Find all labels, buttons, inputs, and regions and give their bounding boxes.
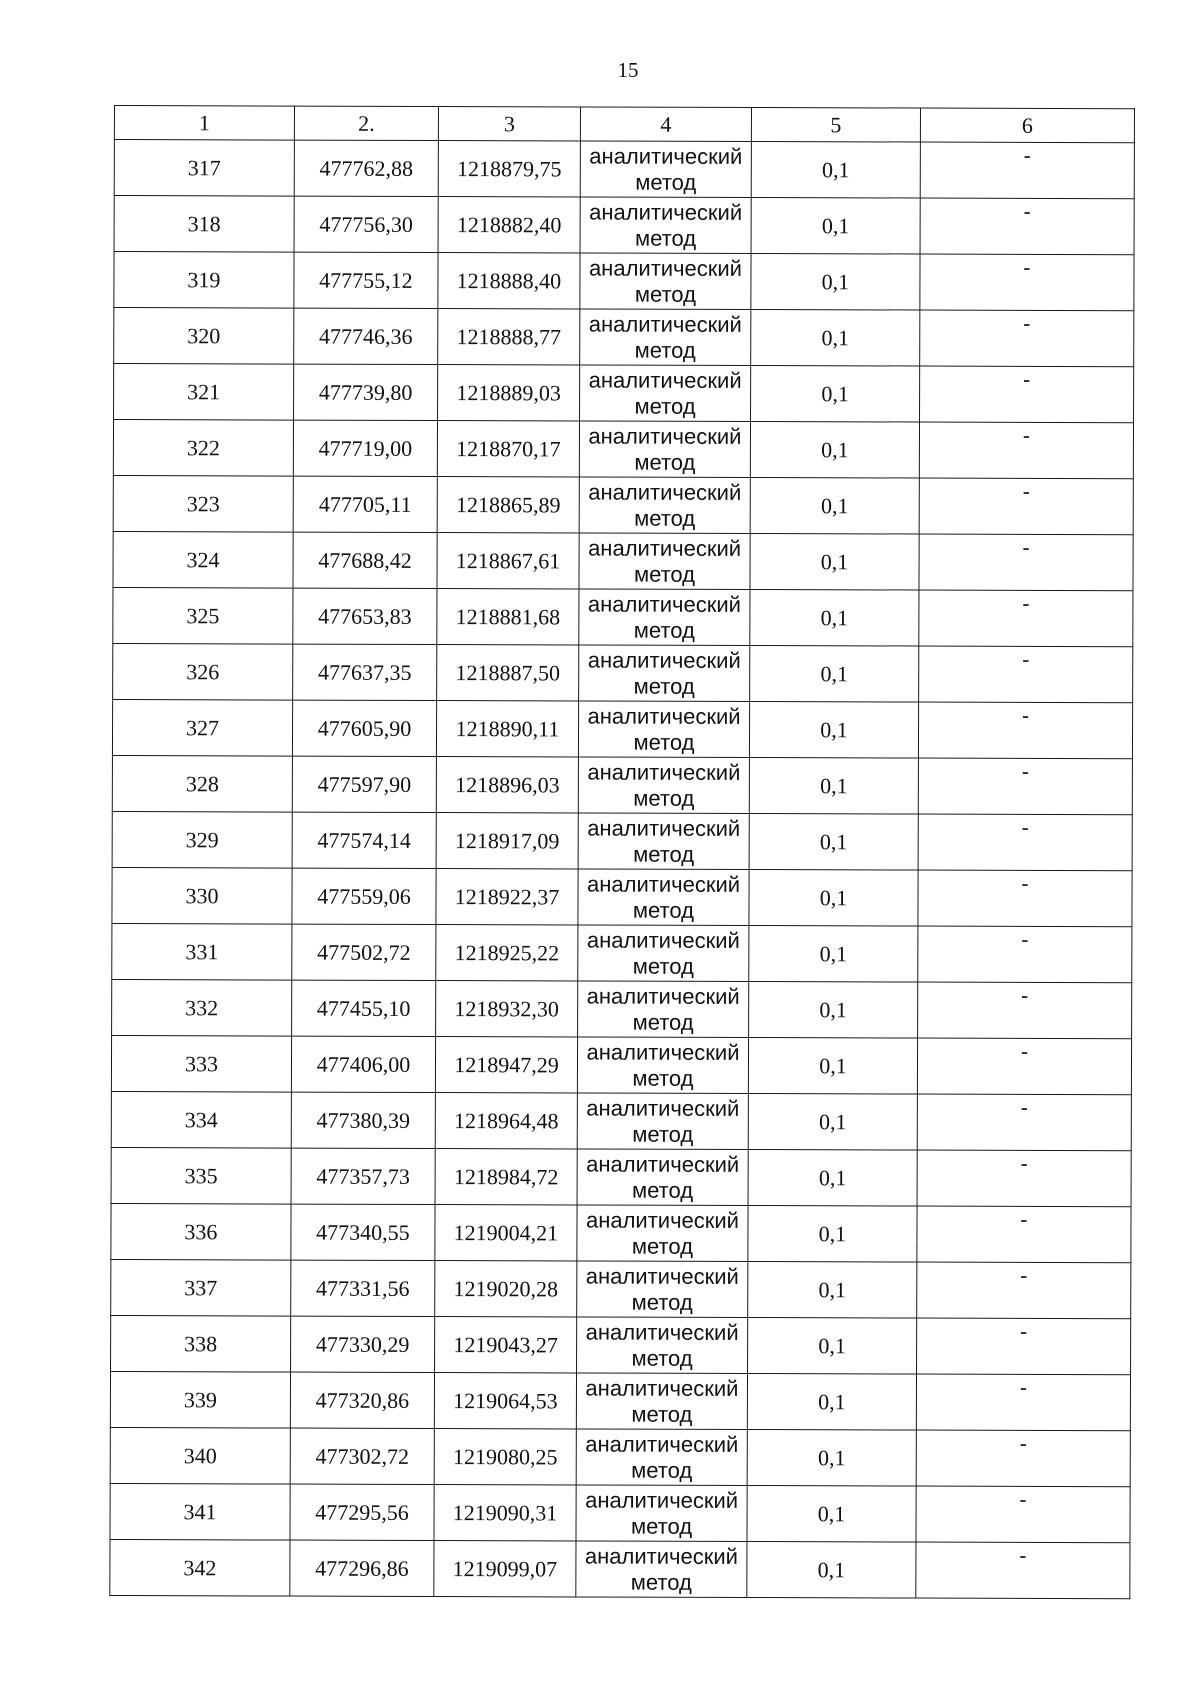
- method-cell: [579, 589, 750, 646]
- table-row: [110, 1539, 1130, 1598]
- note-cell: -: [918, 926, 1132, 983]
- y-coordinate-cell: 1218917,09: [436, 813, 578, 869]
- x-coordinate-cell: 477296,86: [290, 1540, 434, 1596]
- note-cell: -: [917, 1150, 1131, 1207]
- note-cell: -: [919, 646, 1133, 703]
- method-text-line-1: аналитический: [586, 1094, 740, 1121]
- accuracy-cell: 0,1: [750, 478, 919, 535]
- method-cell: [576, 1485, 747, 1542]
- method-text-line-2: метод: [630, 1569, 692, 1595]
- accuracy-cell: 0,1: [750, 534, 919, 591]
- method-text-line-2: метод: [633, 785, 695, 811]
- method-text-line-2: метод: [630, 1513, 693, 1539]
- table-row: [114, 308, 1134, 367]
- method-text-line-1: аналитический: [585, 1374, 739, 1401]
- x-coordinate-cell: 477605,90: [292, 700, 436, 756]
- accuracy-cell: 0,1: [749, 701, 918, 758]
- note-cell: -: [920, 142, 1134, 199]
- method-text-line-1: аналитический: [587, 870, 741, 897]
- table-row: [112, 811, 1132, 870]
- point-number-cell: 321: [114, 364, 294, 421]
- y-coordinate-cell: 1218964,48: [435, 1093, 577, 1149]
- y-coordinate-cell: 1219090,31: [434, 1485, 576, 1541]
- method-text-line-2: метод: [634, 505, 696, 531]
- method-text-line-2: метод: [631, 1401, 693, 1427]
- accuracy-cell: 0,1: [750, 590, 919, 647]
- point-number-cell: 337: [111, 1259, 291, 1316]
- method-text-line-2: метод: [634, 337, 696, 363]
- table-row: [113, 475, 1133, 534]
- note-cell: -: [916, 1486, 1130, 1543]
- x-coordinate-cell: 477380,39: [291, 1092, 435, 1148]
- point-number-cell: 331: [112, 923, 292, 980]
- note-cell: -: [918, 982, 1132, 1039]
- x-coordinate-cell: 477357,73: [291, 1148, 435, 1204]
- point-number-cell: 328: [112, 755, 292, 812]
- note-cell: -: [919, 534, 1133, 591]
- method-cell: [577, 1037, 748, 1094]
- method-text-line-2: метод: [631, 1289, 693, 1315]
- x-coordinate-cell: 477502,72: [292, 924, 436, 980]
- table-row: [113, 643, 1133, 702]
- x-coordinate-cell: 477755,12: [294, 252, 438, 308]
- column-header: 4: [580, 107, 751, 142]
- note-cell: -: [916, 1374, 1130, 1431]
- x-coordinate-cell: 477574,14: [292, 812, 436, 868]
- x-coordinate-cell: 477330,29: [291, 1316, 435, 1372]
- method-cell: [577, 1093, 748, 1150]
- accuracy-cell: 0,1: [749, 981, 918, 1038]
- method-cell: [578, 925, 749, 982]
- note-cell: -: [918, 814, 1132, 871]
- accuracy-cell: 0,1: [748, 1317, 917, 1374]
- table-row: [114, 364, 1134, 423]
- method-text-line-1: аналитический: [585, 1430, 739, 1457]
- method-cell: [580, 141, 751, 198]
- y-coordinate-cell: 1218882,40: [438, 197, 580, 253]
- table-row: [111, 1203, 1131, 1262]
- table-row: [113, 420, 1133, 479]
- x-coordinate-cell: 477762,88: [294, 140, 438, 196]
- accuracy-cell: 0,1: [747, 1429, 916, 1486]
- note-cell: -: [918, 758, 1132, 815]
- y-coordinate-cell: 1218896,03: [436, 757, 578, 813]
- method-cell: [578, 757, 749, 814]
- method-text-line-1: аналитический: [588, 478, 742, 505]
- method-text-line-1: аналитический: [588, 254, 743, 281]
- column-header: 2.: [294, 106, 438, 140]
- point-number-cell: 322: [113, 420, 293, 477]
- y-coordinate-cell: 1219004,21: [435, 1205, 577, 1261]
- y-coordinate-cell: 1218879,75: [438, 141, 580, 197]
- method-cell: [580, 197, 751, 254]
- accuracy-cell: 0,1: [748, 1149, 917, 1206]
- method-text-line-1: аналитический: [589, 142, 743, 169]
- accuracy-cell: 0,1: [747, 1541, 916, 1598]
- table-row: [113, 587, 1133, 646]
- accuracy-cell: 0,1: [750, 646, 919, 703]
- y-coordinate-cell: 1218888,77: [438, 309, 580, 365]
- y-coordinate-cell: 1218984,72: [435, 1149, 577, 1205]
- method-text-line-2: метод: [632, 1177, 694, 1203]
- table-row: [114, 196, 1134, 255]
- table-row: [111, 1259, 1131, 1318]
- table-row: [114, 140, 1134, 199]
- x-coordinate-cell: 477756,30: [294, 196, 438, 252]
- method-text-line-2: метод: [632, 1121, 694, 1147]
- column-header: 3: [438, 107, 580, 141]
- point-number-cell: 319: [114, 252, 294, 309]
- y-coordinate-cell: 1218922,37: [436, 869, 578, 925]
- point-number-cell: 329: [112, 811, 292, 868]
- point-number-cell: 333: [111, 1035, 291, 1092]
- x-coordinate-cell: 477653,83: [293, 588, 437, 644]
- note-cell: -: [920, 254, 1134, 311]
- method-text-line-1: аналитический: [585, 1206, 740, 1233]
- method-text-line-1: аналитический: [586, 926, 740, 953]
- method-text-line-2: метод: [634, 449, 696, 475]
- method-text-line-1: аналитический: [587, 702, 741, 729]
- method-text-line-2: метод: [632, 953, 694, 979]
- accuracy-cell: 0,1: [750, 422, 919, 479]
- y-coordinate-cell: 1218947,29: [435, 1037, 577, 1093]
- y-coordinate-cell: 1219043,27: [435, 1317, 577, 1373]
- accuracy-cell: 0,1: [749, 813, 918, 870]
- method-text-line-2: метод: [632, 897, 695, 923]
- note-cell: -: [920, 310, 1134, 367]
- method-cell: [578, 981, 749, 1038]
- accuracy-cell: 0,1: [751, 310, 920, 367]
- point-number-cell: 324: [113, 531, 293, 588]
- table-row: [112, 699, 1132, 758]
- point-number-cell: 320: [114, 308, 294, 365]
- method-text-line-2: метод: [633, 841, 695, 867]
- method-text-line-2: метод: [634, 281, 696, 307]
- accuracy-cell: 0,1: [747, 1373, 916, 1430]
- method-cell: [579, 533, 750, 590]
- method-text-line-2: метод: [633, 617, 695, 643]
- point-number-cell: 335: [111, 1147, 291, 1204]
- method-cell: [576, 1373, 747, 1430]
- x-coordinate-cell: 477637,35: [293, 644, 437, 700]
- note-cell: -: [917, 1094, 1131, 1151]
- method-cell: [577, 1205, 748, 1262]
- x-coordinate-cell: 477746,36: [294, 308, 438, 364]
- method-text-line-1: аналитический: [586, 982, 740, 1009]
- x-coordinate-cell: 477739,80: [294, 364, 438, 420]
- note-cell: -: [919, 422, 1133, 479]
- point-number-cell: 326: [113, 643, 293, 700]
- method-text-line-1: аналитический: [589, 198, 743, 225]
- method-text-line-2: метод: [631, 1345, 693, 1371]
- table-row: [112, 923, 1132, 982]
- point-number-cell: 332: [112, 979, 292, 1036]
- method-cell: [579, 477, 750, 534]
- y-coordinate-cell: 1218865,89: [437, 477, 579, 533]
- method-text-line-2: метод: [632, 1009, 694, 1035]
- method-cell: [576, 1429, 747, 1486]
- table-row: [112, 979, 1132, 1038]
- column-header: 1: [114, 106, 294, 141]
- x-coordinate-cell: 477597,90: [292, 756, 436, 812]
- y-coordinate-cell: 1219080,25: [434, 1429, 576, 1485]
- accuracy-cell: 0,1: [751, 366, 920, 423]
- method-text-line-1: аналитический: [586, 1150, 740, 1177]
- method-text-line-1: аналитический: [587, 646, 741, 673]
- method-text-line-1: аналитический: [585, 1262, 739, 1289]
- method-cell: [577, 1261, 748, 1318]
- note-cell: -: [919, 478, 1133, 535]
- method-text-line-1: аналитический: [588, 534, 742, 561]
- method-text-line-2: метод: [631, 1233, 693, 1259]
- y-coordinate-cell: 1218932,30: [436, 981, 578, 1037]
- page-number: 15: [617, 58, 639, 82]
- x-coordinate-cell: 477719,00: [293, 420, 437, 476]
- accuracy-cell: 0,1: [751, 198, 920, 255]
- x-coordinate-cell: 477688,42: [293, 532, 437, 588]
- table-row: [113, 531, 1133, 590]
- method-cell: [577, 1149, 748, 1206]
- method-text-line-1: аналитический: [585, 1318, 739, 1345]
- method-cell: [580, 365, 751, 422]
- column-header: 5: [751, 108, 920, 143]
- table-row: [111, 1315, 1131, 1374]
- method-text-line-2: метод: [633, 729, 695, 755]
- accuracy-cell: 0,1: [747, 1485, 916, 1542]
- method-cell: [577, 1317, 748, 1374]
- table-row: [110, 1371, 1130, 1430]
- method-text-line-2: метод: [631, 1457, 693, 1483]
- accuracy-cell: 0,1: [749, 757, 918, 814]
- point-number-cell: 318: [114, 196, 294, 253]
- table-row: [114, 252, 1134, 311]
- table-row: [112, 867, 1132, 926]
- accuracy-cell: 0,1: [748, 1037, 917, 1094]
- method-text-line-1: аналитический: [588, 422, 742, 449]
- note-cell: -: [917, 1038, 1131, 1095]
- table-row: [111, 1091, 1131, 1150]
- y-coordinate-cell: 1219099,07: [434, 1541, 576, 1597]
- point-number-cell: 325: [113, 587, 293, 644]
- point-number-cell: 334: [111, 1091, 291, 1148]
- y-coordinate-cell: 1218890,11: [436, 701, 578, 757]
- y-coordinate-cell: 1218925,22: [436, 925, 578, 981]
- accuracy-cell: 0,1: [751, 142, 920, 199]
- method-cell: [580, 253, 751, 310]
- method-cell: [576, 1541, 747, 1598]
- y-coordinate-cell: 1218881,68: [437, 589, 579, 645]
- method-text-line-1: аналитический: [588, 310, 742, 337]
- accuracy-cell: 0,1: [748, 1205, 917, 1262]
- y-coordinate-cell: 1218867,61: [437, 533, 579, 589]
- y-coordinate-cell: 1218887,50: [437, 645, 579, 701]
- point-number-cell: 327: [112, 699, 292, 756]
- note-cell: -: [916, 1430, 1130, 1487]
- note-cell: -: [918, 702, 1132, 759]
- point-number-cell: 330: [112, 867, 292, 924]
- y-coordinate-cell: 1219064,53: [434, 1373, 576, 1429]
- point-number-cell: 340: [110, 1427, 290, 1484]
- note-cell: -: [917, 1262, 1131, 1319]
- point-number-cell: 317: [114, 140, 294, 197]
- method-text-line-1: аналитический: [587, 758, 741, 785]
- note-cell: -: [919, 590, 1133, 647]
- method-text-line-1: аналитический: [586, 1038, 740, 1065]
- accuracy-cell: 0,1: [751, 254, 920, 311]
- method-text-line-2: метод: [634, 393, 696, 419]
- method-text-line-1: аналитический: [585, 1486, 739, 1513]
- table-row: [111, 1147, 1131, 1206]
- x-coordinate-cell: 477559,06: [292, 868, 436, 924]
- point-number-cell: 323: [113, 475, 293, 532]
- method-text-line-2: метод: [632, 1065, 694, 1091]
- accuracy-cell: 0,1: [749, 869, 918, 926]
- y-coordinate-cell: 1218888,40: [438, 253, 580, 309]
- method-text-line-1: аналитический: [587, 814, 741, 841]
- accuracy-cell: 0,1: [748, 1261, 917, 1318]
- note-cell: -: [920, 366, 1134, 423]
- method-text-line-2: метод: [633, 561, 696, 587]
- x-coordinate-cell: 477705,11: [293, 476, 437, 532]
- method-text-line-2: метод: [635, 169, 697, 195]
- accuracy-cell: 0,1: [748, 1093, 917, 1150]
- method-text-line-1: аналитический: [584, 1542, 738, 1569]
- y-coordinate-cell: 1218889,03: [438, 365, 580, 421]
- method-cell: [579, 421, 750, 478]
- accuracy-cell: 0,1: [749, 925, 918, 982]
- x-coordinate-cell: 477331,56: [291, 1260, 435, 1316]
- point-number-cell: 338: [111, 1315, 291, 1372]
- y-coordinate-cell: 1219020,28: [435, 1261, 577, 1317]
- x-coordinate-cell: 477302,72: [290, 1428, 434, 1484]
- point-number-cell: 336: [111, 1203, 291, 1260]
- method-cell: [578, 869, 749, 926]
- x-coordinate-cell: 477406,00: [291, 1036, 435, 1092]
- table-row: [110, 1483, 1130, 1542]
- table-row: [110, 1427, 1130, 1486]
- column-header: 6: [920, 108, 1134, 143]
- table-row: [112, 755, 1132, 814]
- y-coordinate-cell: 1218870,17: [437, 421, 579, 477]
- method-text-line-1: аналитический: [587, 590, 741, 617]
- method-cell: [579, 645, 750, 702]
- table-row: [111, 1035, 1131, 1094]
- point-number-cell: 339: [110, 1371, 290, 1428]
- note-cell: -: [917, 1318, 1131, 1375]
- method-text-line-2: метод: [633, 673, 695, 699]
- table-header-row: [114, 106, 1134, 143]
- x-coordinate-cell: 477455,10: [292, 980, 436, 1036]
- note-cell: -: [917, 1206, 1131, 1263]
- note-cell: -: [918, 870, 1132, 927]
- x-coordinate-cell: 477320,86: [290, 1372, 434, 1428]
- note-cell: -: [920, 198, 1134, 255]
- note-cell: -: [916, 1542, 1130, 1599]
- x-coordinate-cell: 477295,56: [290, 1484, 434, 1540]
- method-text-line-2: метод: [635, 225, 697, 251]
- method-cell: [578, 813, 749, 870]
- coordinates-table: [109, 105, 1135, 1599]
- point-number-cell: 342: [110, 1539, 290, 1596]
- method-cell: [578, 701, 749, 758]
- method-cell: [580, 309, 751, 366]
- method-text-line-1: аналитический: [588, 366, 742, 393]
- x-coordinate-cell: 477340,55: [291, 1204, 435, 1260]
- point-number-cell: 341: [110, 1483, 290, 1540]
